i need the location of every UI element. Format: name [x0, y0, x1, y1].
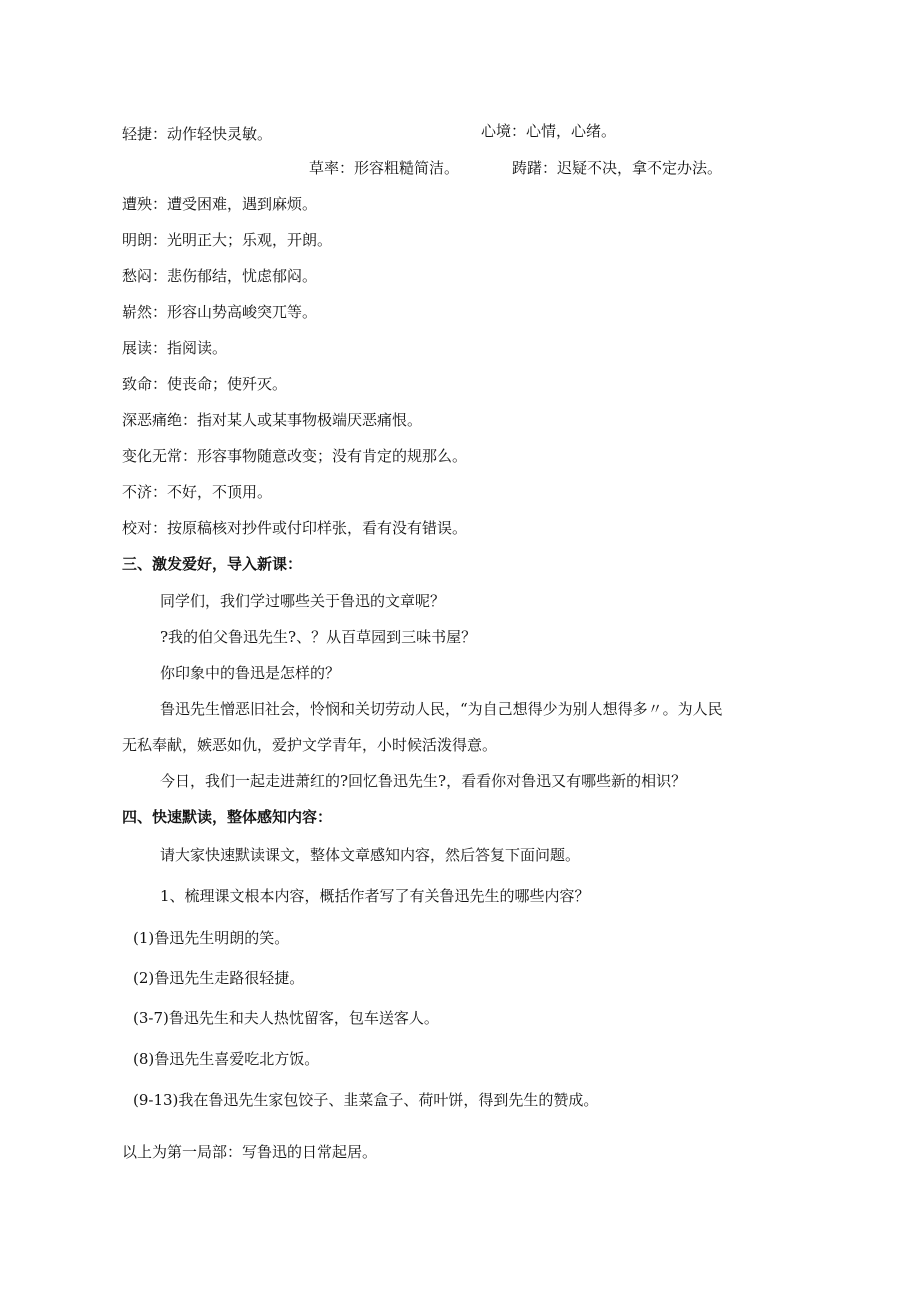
list-item: (8)鲁迅先生喜爱吃北方饭。 [133, 1050, 320, 1068]
vocab-qingjie: 轻捷：动作轻快灵敏。 [122, 125, 273, 143]
vocab-minglang: 明朗：光明正大；乐观，开朗。 [122, 231, 333, 249]
list-item: (1)鲁迅先生明朗的笑。 [133, 929, 290, 947]
paragraph: ?我的伯父鲁迅先生?、？从百草园到三味书屋？ [160, 628, 477, 646]
paragraph: 同学们，我们学过哪些关于鲁迅的文章呢？ [160, 592, 446, 610]
section-heading-4: 四、快速默读，整体感知内容： [122, 808, 333, 826]
vocab-jiaodui: 校对：按原稿核对抄件或付印样张，看有没有错误。 [122, 519, 468, 537]
paragraph: 你印象中的鲁迅是怎样的？ [160, 664, 341, 682]
question: 1、梳理课文根本内容，概括作者写了有关鲁迅先生的哪些内容？ [160, 887, 590, 905]
paragraph-continuation: 无私奉献，嫉恶如仇，爱护文学青年，小时候活泼得意。 [122, 736, 498, 754]
vocab-shenwu: 深恶痛绝：指对某人或某事物极端厌恶痛恨。 [122, 411, 423, 429]
summary-line: 以上为第一局部：写鲁迅的日常起居。 [122, 1143, 378, 1161]
vocab-zaoyang: 遭殃：遭受困难，遇到麻烦。 [122, 195, 318, 213]
list-item: (9-13)我在鲁迅先生家包饺子、韭菜盒子、荷叶饼，得到先生的赞成。 [133, 1091, 599, 1109]
vocab-caoshuai: 草率：形容粗糙简洁。 [309, 159, 460, 177]
vocab-buji: 不济：不好，不顶用。 [122, 483, 273, 501]
vocab-zhandu: 展读：指阅读。 [122, 339, 228, 357]
vocab-zhiming: 致命：使丧命；使歼灭。 [122, 375, 288, 393]
paragraph: 请大家快速默读课文，整体文章感知内容，然后答复下面问题。 [160, 846, 581, 864]
paragraph: 鲁迅先生憎恶旧社会，怜悯和关切劳动人民，“为自己想得少为别人想得多〃。为人民 [160, 700, 723, 718]
vocab-bianhua: 变化无常：形容事物随意改变；没有肯定的规那么。 [122, 447, 468, 465]
list-item: (3-7)鲁迅先生和夫人热忱留客，包车送客人。 [133, 1009, 439, 1027]
list-item: (2)鲁迅先生走路很轻捷。 [133, 969, 305, 987]
vocab-choumen: 愁闷：悲伤郁结，忧虑郁闷。 [122, 267, 318, 285]
paragraph: 今日，我们一起走进萧红的?回忆鲁迅先生?，看看你对鲁迅又有哪些新的相识？ [160, 772, 687, 790]
vocab-xinjing: 心境：心情，心绪。 [481, 122, 617, 140]
section-heading-3: 三、激发爱好，导入新课： [122, 555, 303, 573]
vocab-chouchu: 踌躇：迟疑不决，拿不定办法。 [512, 159, 723, 177]
vocab-zhanran: 崭然：形容山势高峻突兀等。 [122, 303, 318, 321]
